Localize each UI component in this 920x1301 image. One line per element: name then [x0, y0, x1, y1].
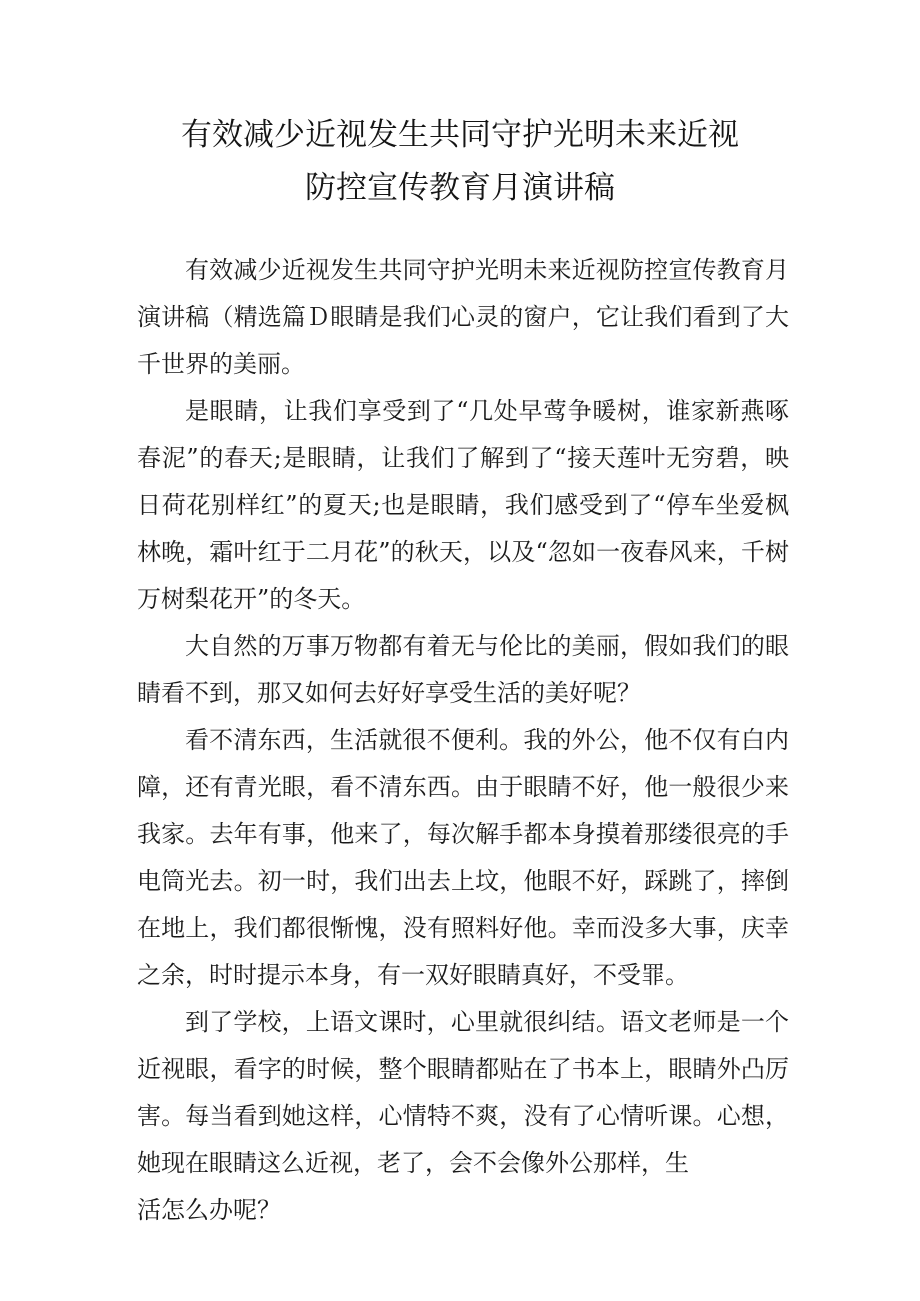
paragraph-4: 看不清东西，生活就很不便利。我的外公，他不仅有白内障，还有青光眼，看不清东西。由于眼睛不好，他一般很少来我家。去年有事，他来了，每次解手都本身摸着那缕很亮的手电筒光去。初一时，我们出去上坟，他眼不好，踩跳了，摔倒在地上，我们都很惭愧，没有照料好他。幸而没多大事，庆幸之余，时时提示本身，有一双好眼睛真好，不受罪。 — [137, 726, 789, 989]
paragraph-1: 有效减少近视发生共同守护光明未来近视防控宣传教育月演讲稿（精选篇Ｄ眼睛是我们心灵的窗户，它让我们看到了大千世界的美丽。 — [137, 256, 789, 378]
document-title-line-1: 有效减少近视发生共同守护光明未来近视 — [181, 117, 739, 153]
document-title-line-2: 防控宣传教育月演讲稿 — [305, 170, 615, 206]
paragraph-3: 大自然的万事万物都有着无与伦比的美丽，假如我们的眼睛看不到，那又如何去好好享受生活的美好呢？ — [137, 632, 789, 707]
paragraph-5: 到了学校，上语文课时，心里就很纠结。语文老师是一个近视眼，看字的时候，整个眼睛都贴在了书本上，眼睛外凸厉害。每当看到她这样，心情特不爽，没有了心情听课。心想，她现在眼睛这么近视，老了，会不会像外公那样，生 — [137, 1008, 789, 1177]
paragraph-5-continuation: 活怎么办呢？ — [137, 1196, 281, 1224]
paragraph-2: 是眼睛，让我们享受到了“几处早莺争暖树，谁家新燕啄春泥”的春天;是眼睛，让我们了解到了“接天莲叶无穷碧，映日荷花别样红”的夏天;也是眼睛，我们感受到了“停车坐爱枫林晚，霜叶红于二月花”的秋天，以及“忽如一夜春风来，千树万树梨花开”的冬天。 — [137, 397, 789, 613]
document-body — [137, 247, 789, 1234]
